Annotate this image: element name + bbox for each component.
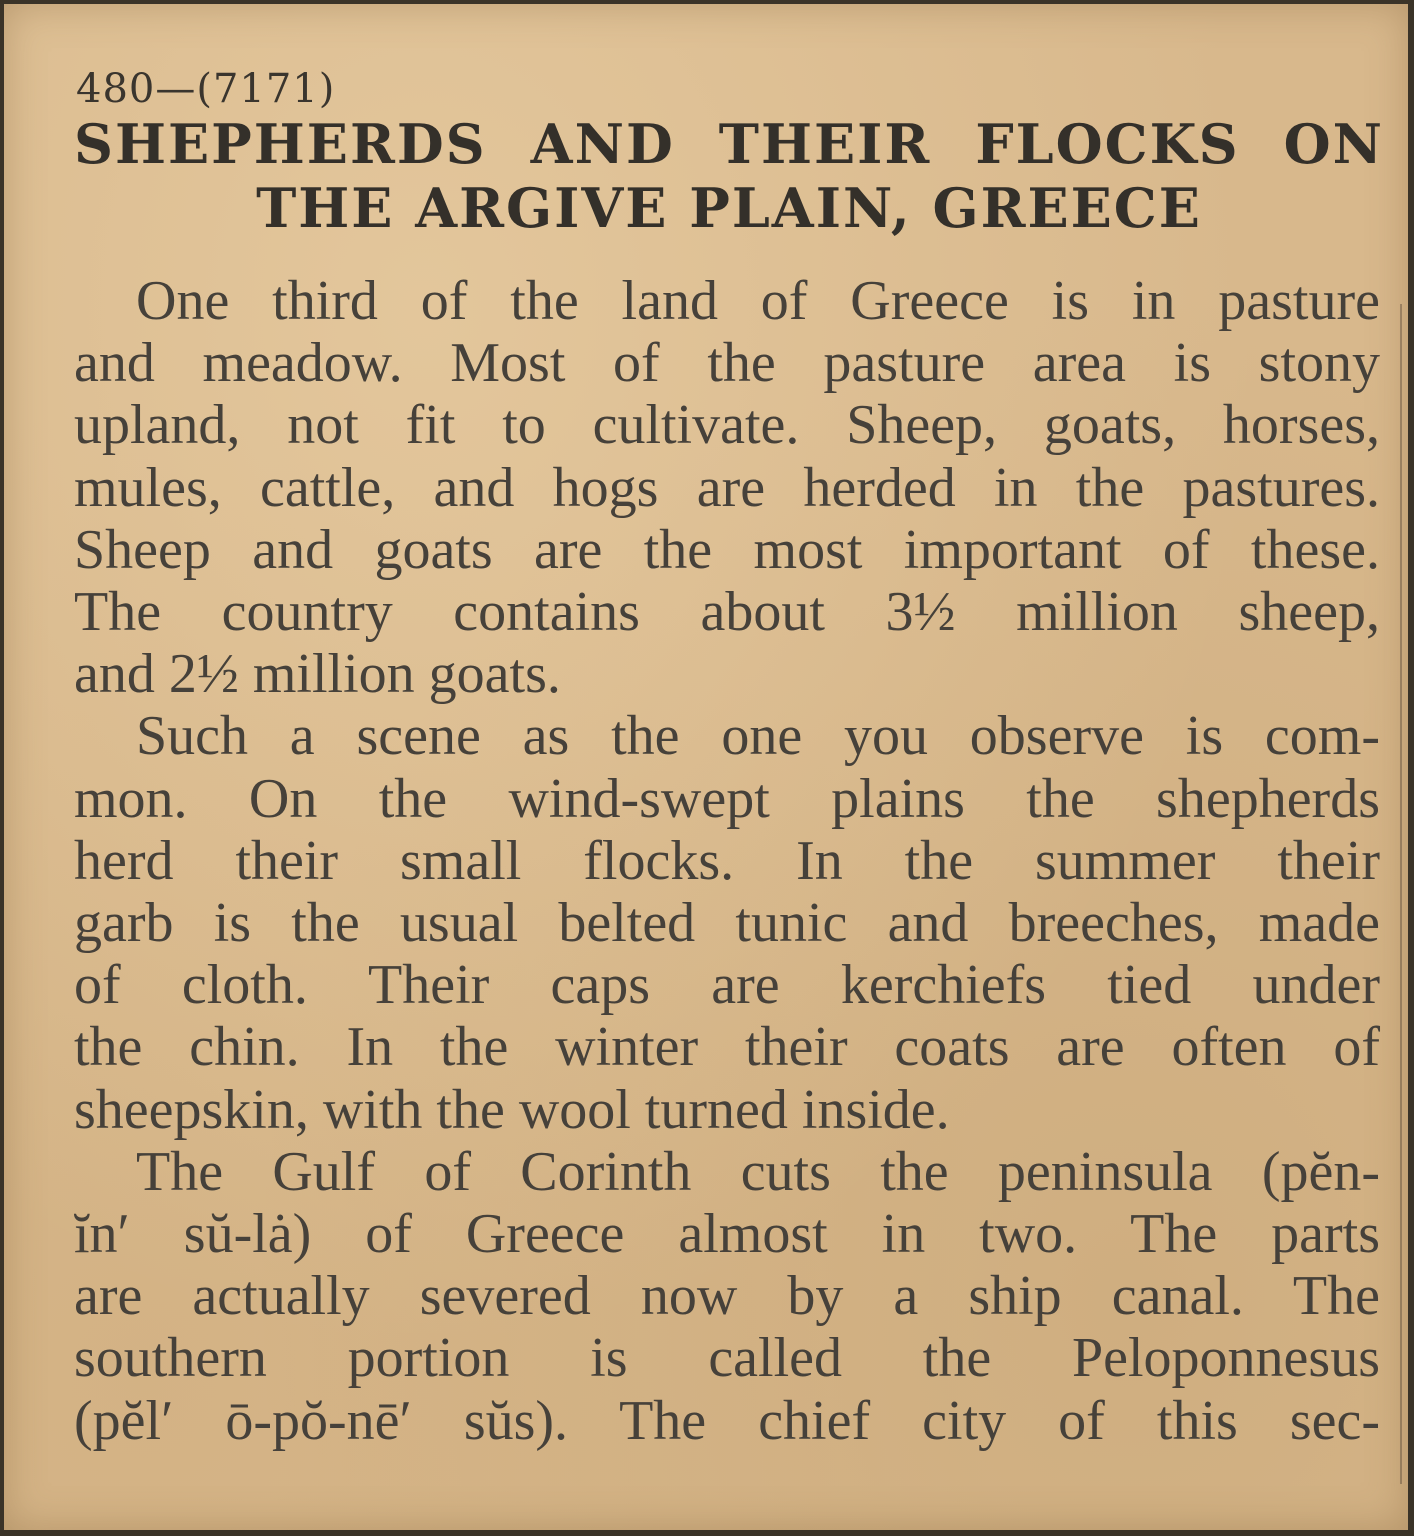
card-edge-shadow bbox=[1400, 304, 1402, 1484]
text-line: southern portion is called the Peloponnesus bbox=[74, 1327, 1380, 1390]
text-line: the chin. In the winter their coats are often of bbox=[74, 1016, 1380, 1079]
text-line: The country contains about 3½ million sheep, bbox=[74, 581, 1380, 644]
title-line: SHEPHERDS AND THEIR FLOCKS ON bbox=[74, 112, 1384, 176]
text-line: ĭn′ sŭ-lȧ) of Greece almost in two. The parts bbox=[74, 1203, 1380, 1266]
text-line: (pĕl′ ō-pŏ-nē′ sŭs). The chief city of this sec- bbox=[74, 1389, 1380, 1452]
card-title bbox=[74, 112, 1384, 240]
text-line: upland, not fit to cultivate. Sheep, goats, horses, bbox=[74, 394, 1380, 457]
description-text bbox=[74, 270, 1380, 1452]
text-line: of cloth. Their caps are kerchiefs tied under bbox=[74, 954, 1380, 1017]
text-line: and 2½ million goats. bbox=[74, 643, 561, 706]
text-line: are actually severed now by a ship canal. The bbox=[74, 1265, 1380, 1328]
text-line: garb is the usual belted tunic and breeches, made bbox=[74, 892, 1380, 955]
text-line: and meadow. Most of the pasture area is stony bbox=[74, 332, 1380, 395]
text-line: mon. On the wind-swept plains the shepherds bbox=[74, 767, 1380, 830]
text-line: mules, cattle, and hogs are herded in the pastures. bbox=[74, 456, 1380, 519]
text-line: One third of the land of Greece is in pasture bbox=[136, 270, 1380, 332]
text-line: Such a scene as the one you observe is com- bbox=[136, 705, 1380, 768]
text-line: Sheep and goats are the most important of these. bbox=[74, 518, 1380, 581]
stereoview-card bbox=[4, 4, 1408, 1530]
title-line: THE ARGIVE PLAIN, GREECE bbox=[256, 176, 1202, 240]
text-line: sheepskin, with the wool turned inside. bbox=[74, 1078, 950, 1141]
text-line: herd their small flocks. In the summer their bbox=[74, 829, 1380, 892]
text-line: The Gulf of Corinth cuts the peninsula (pĕn- bbox=[136, 1140, 1380, 1203]
plate-number: 480—(7171) bbox=[76, 66, 336, 112]
